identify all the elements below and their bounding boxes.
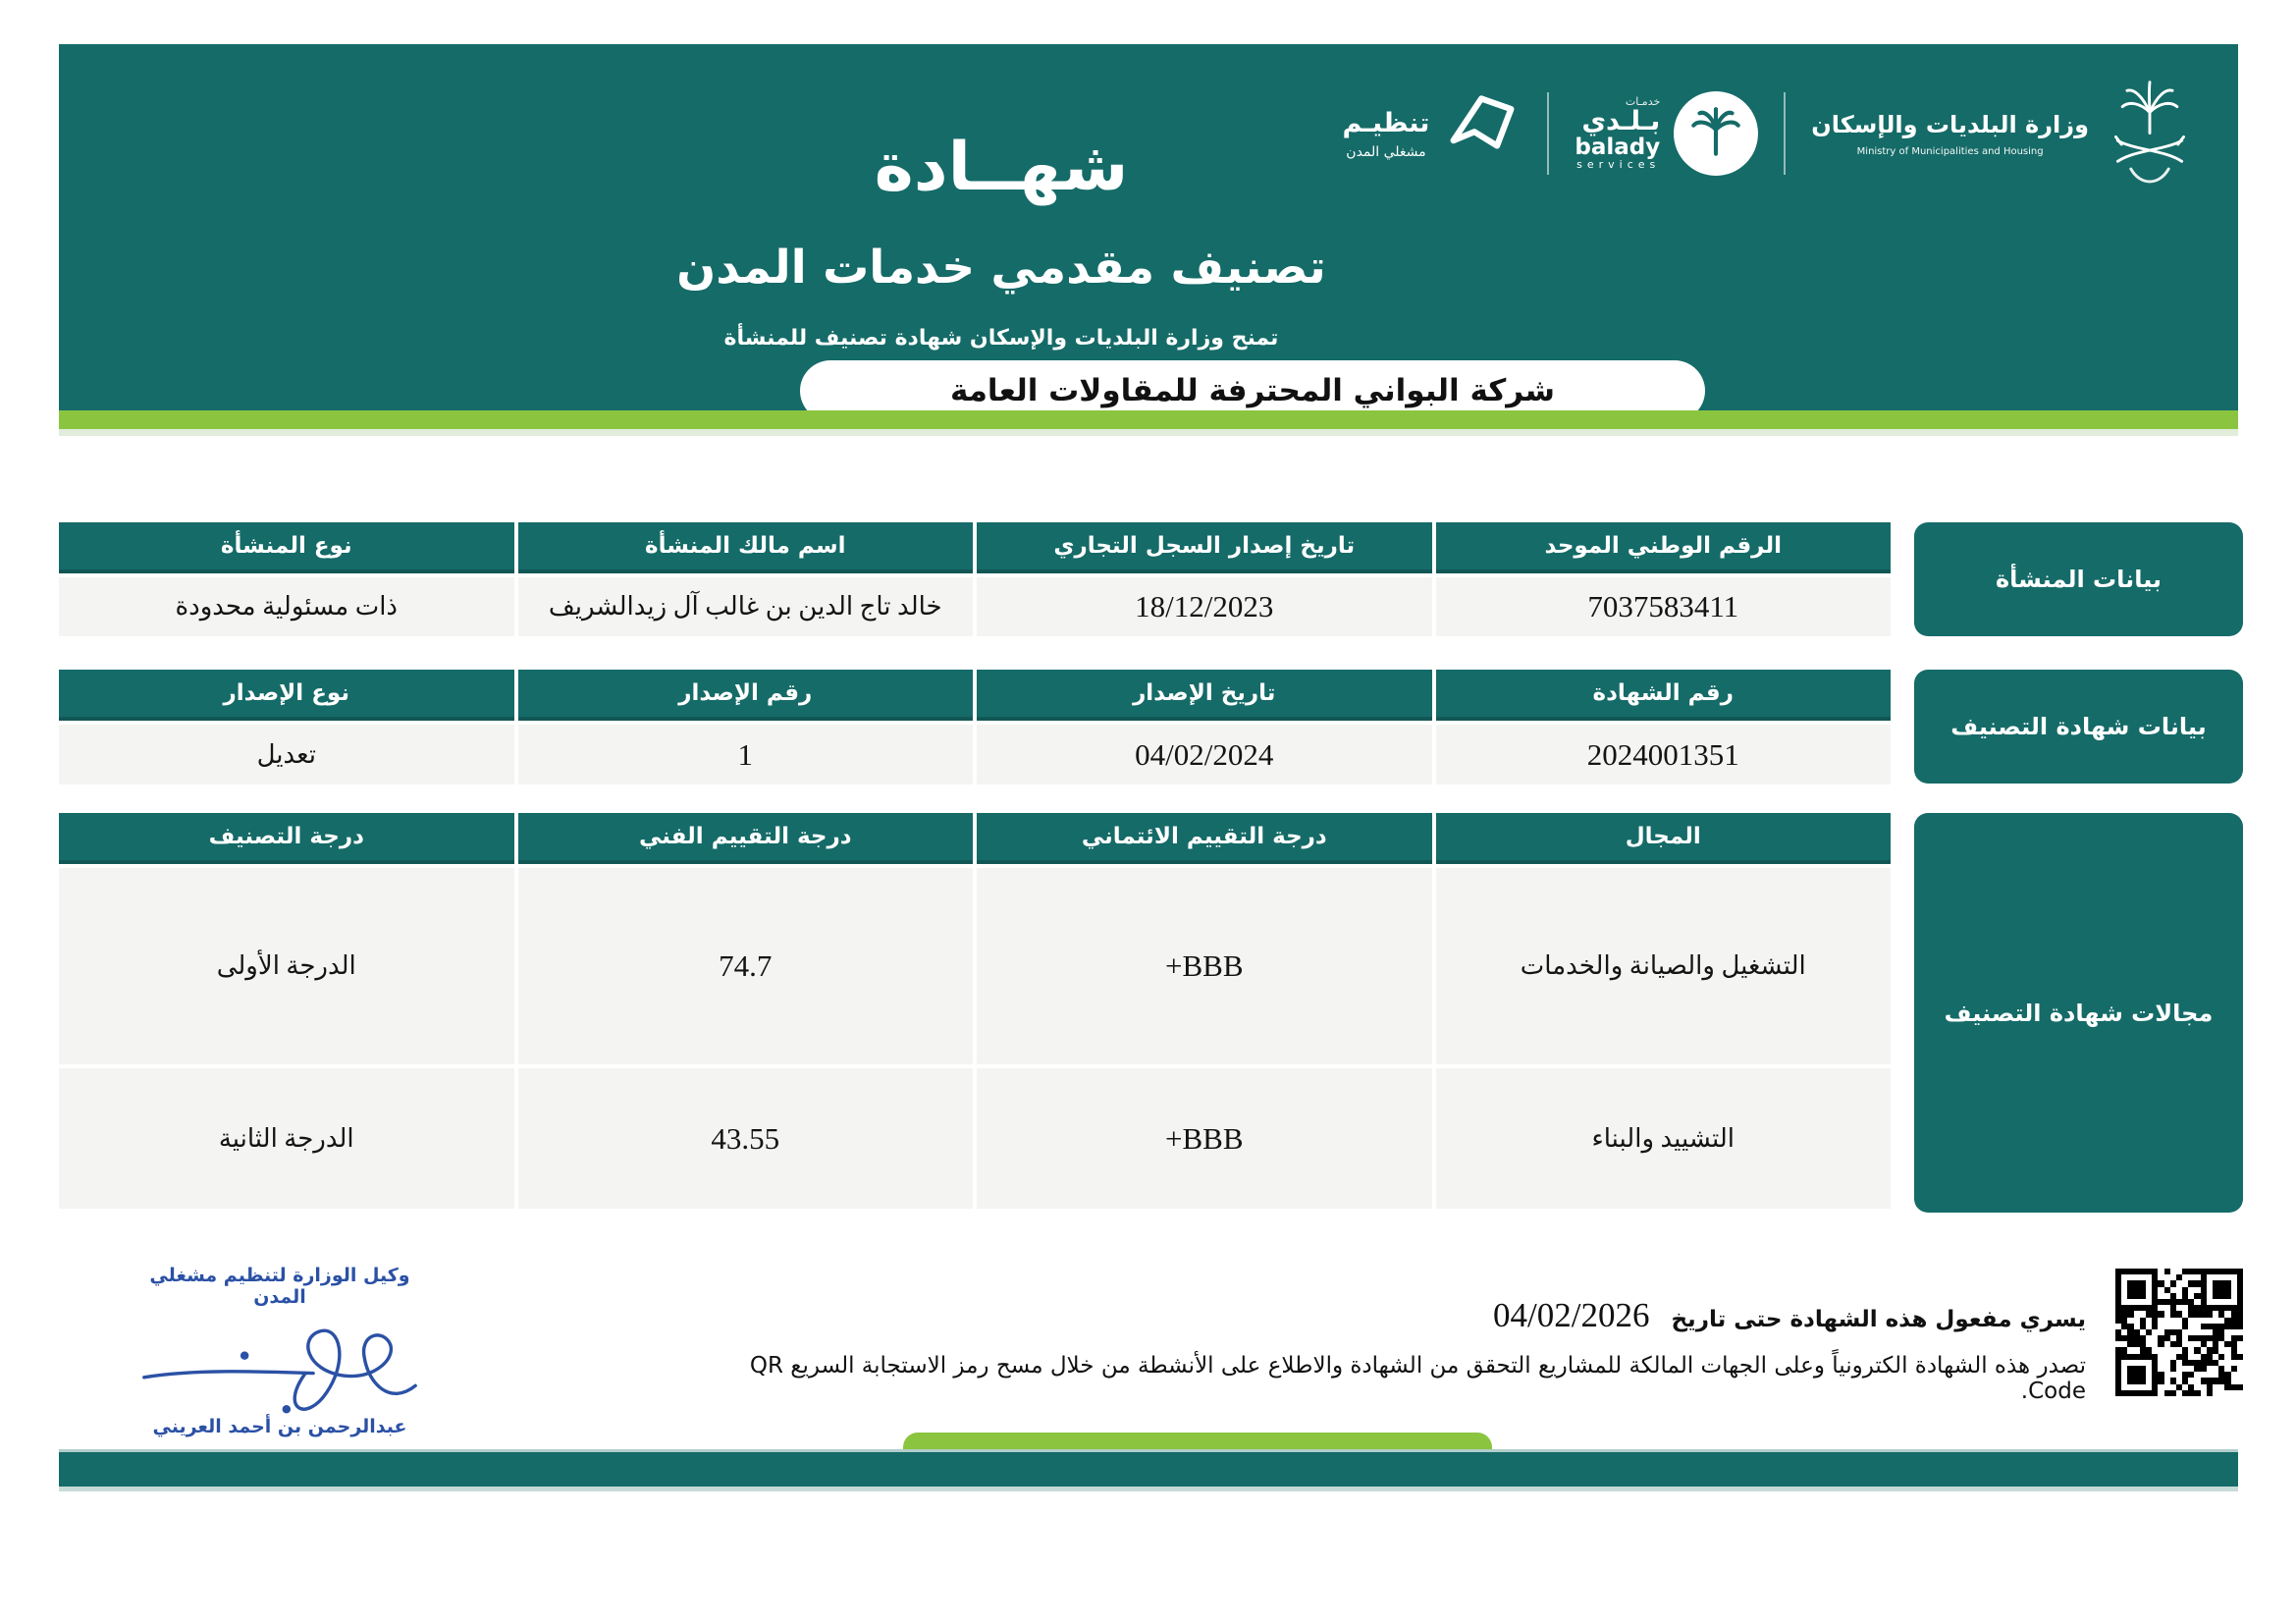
certificate-table [59,670,1891,784]
footer-teal-band [59,1449,2238,1491]
ministry-text [1811,111,2089,157]
credit-rating: BBB+ [977,868,1432,1064]
domain-name: التشغيل والصيانة والخدمات [1436,868,1892,1064]
ministry-emblem-icon [2103,74,2197,193]
column-header: درجة التقييم الفني [518,813,974,864]
issue-type: تعديل [59,725,514,784]
qr-finder-icon [2115,1354,2158,1396]
ministry-name-en: Ministry of Municipalities and Housing [1856,145,2044,157]
signature-block [128,1265,432,1437]
column-header: نوع الإصدار [59,670,514,721]
domain-row [59,1068,1891,1209]
domains-header-row [59,813,1891,864]
header-green-stripe [59,410,2238,429]
domain-name: التشييد والبناء [1436,1068,1892,1209]
credit-rating: BBB+ [977,1068,1432,1209]
domains-table [59,813,1891,1209]
validity-label: يسري مفعول هذه الشهادة حتى تاريخ [1671,1307,2086,1332]
qr-finder-icon [2115,1269,2158,1311]
validity-date: 04/02/2026 [1493,1296,1650,1334]
facility-header-row [59,522,1891,573]
column-header: درجة التصنيف [59,813,514,864]
balady-name-ar: بـلـدي [1581,105,1661,136]
unified-national-number: 7037583411 [1436,577,1892,636]
ministry-name-ar: وزارة البلديات والإسكان [1811,110,2089,138]
electronic-issue-note: تصدر هذه الشهادة الكترونياً وعلى الجهات المالكة للمشاريع التحقق من الشهادة والاطلاع على الأنشطة من خلال مسح رمز الاستجابة السريع QR Code. [749,1353,2086,1404]
header-pale-stripe [59,429,2238,436]
certificate-tagline: تمنح وزارة البلديات والإسكان شهادة تصنيف للمنشأة [723,326,1279,351]
validity-line [1493,1296,2086,1335]
header-band [59,44,2238,410]
certificate-subtitle: تصنيف مقدمي خدمات المدن [676,241,1326,295]
technical-score: 43.55 [518,1068,974,1209]
qr-code [2115,1269,2243,1396]
certificate-value-row [59,725,1891,784]
column-header: رقم الإصدار [518,670,974,721]
balady-services-ar: خدمـات [1625,95,1661,109]
signatory-name: عبدالرحمن بن أحمد العريني [152,1416,407,1437]
column-header: رقم الشهادة [1436,670,1892,721]
facility-table [59,522,1891,636]
balady-services-en: services [1576,158,1661,172]
ministry-logo [1811,74,2197,193]
technical-score: 74.7 [518,868,974,1064]
domain-row [59,868,1891,1064]
signatory-title: وكيل الوزارة لتنظيم مشغلي المدن [149,1265,410,1308]
column-header: اسم مالك المنشأة [518,522,974,573]
tanzeem-sub-ar: مشغلي المدن [1346,143,1426,160]
certificate-number: 2024001351 [1436,725,1892,784]
owner-name: خالد تاج الدين بن غالب آل زيدالشريف [518,577,974,636]
certificate-title: شهــادة [874,129,1129,206]
column-header: الرقم الوطني الموحد [1436,522,1892,573]
classification-grade: الدرجة الأولى [59,868,514,1064]
certificate-header-row [59,670,1891,721]
qr-finder-icon [2201,1269,2243,1311]
balady-name-en: balady [1575,135,1661,161]
domains-side-label: مجالات شهادة التصنيف [1914,813,2243,1213]
company-name: شركة البواني المحترفة للمقاولات العامة [949,373,1556,408]
column-header: نوع المنشأة [59,522,514,573]
cr-issue-date: 18/12/2023 [977,577,1432,636]
column-header: تاريخ الإصدار [977,670,1432,721]
facility-side-label: بيانات المنشأة [1914,522,2243,636]
certificate-side-label: بيانات شهادة التصنيف [1914,670,2243,784]
issue-date: 04/02/2024 [977,725,1432,784]
classification-grade: الدرجة الثانية [59,1068,514,1209]
tanzeem-name-ar: تنظيـم [1342,107,1430,138]
facility-type: ذات مسئولية محدودة [59,577,514,636]
column-header: تاريخ إصدار السجل التجاري [977,522,1432,573]
column-header: المجال [1436,813,1892,864]
column-header: درجة التقييم الائتماني [977,813,1432,864]
issue-number: 1 [518,725,974,784]
facility-value-row [59,577,1891,636]
signature-icon [137,1310,422,1420]
